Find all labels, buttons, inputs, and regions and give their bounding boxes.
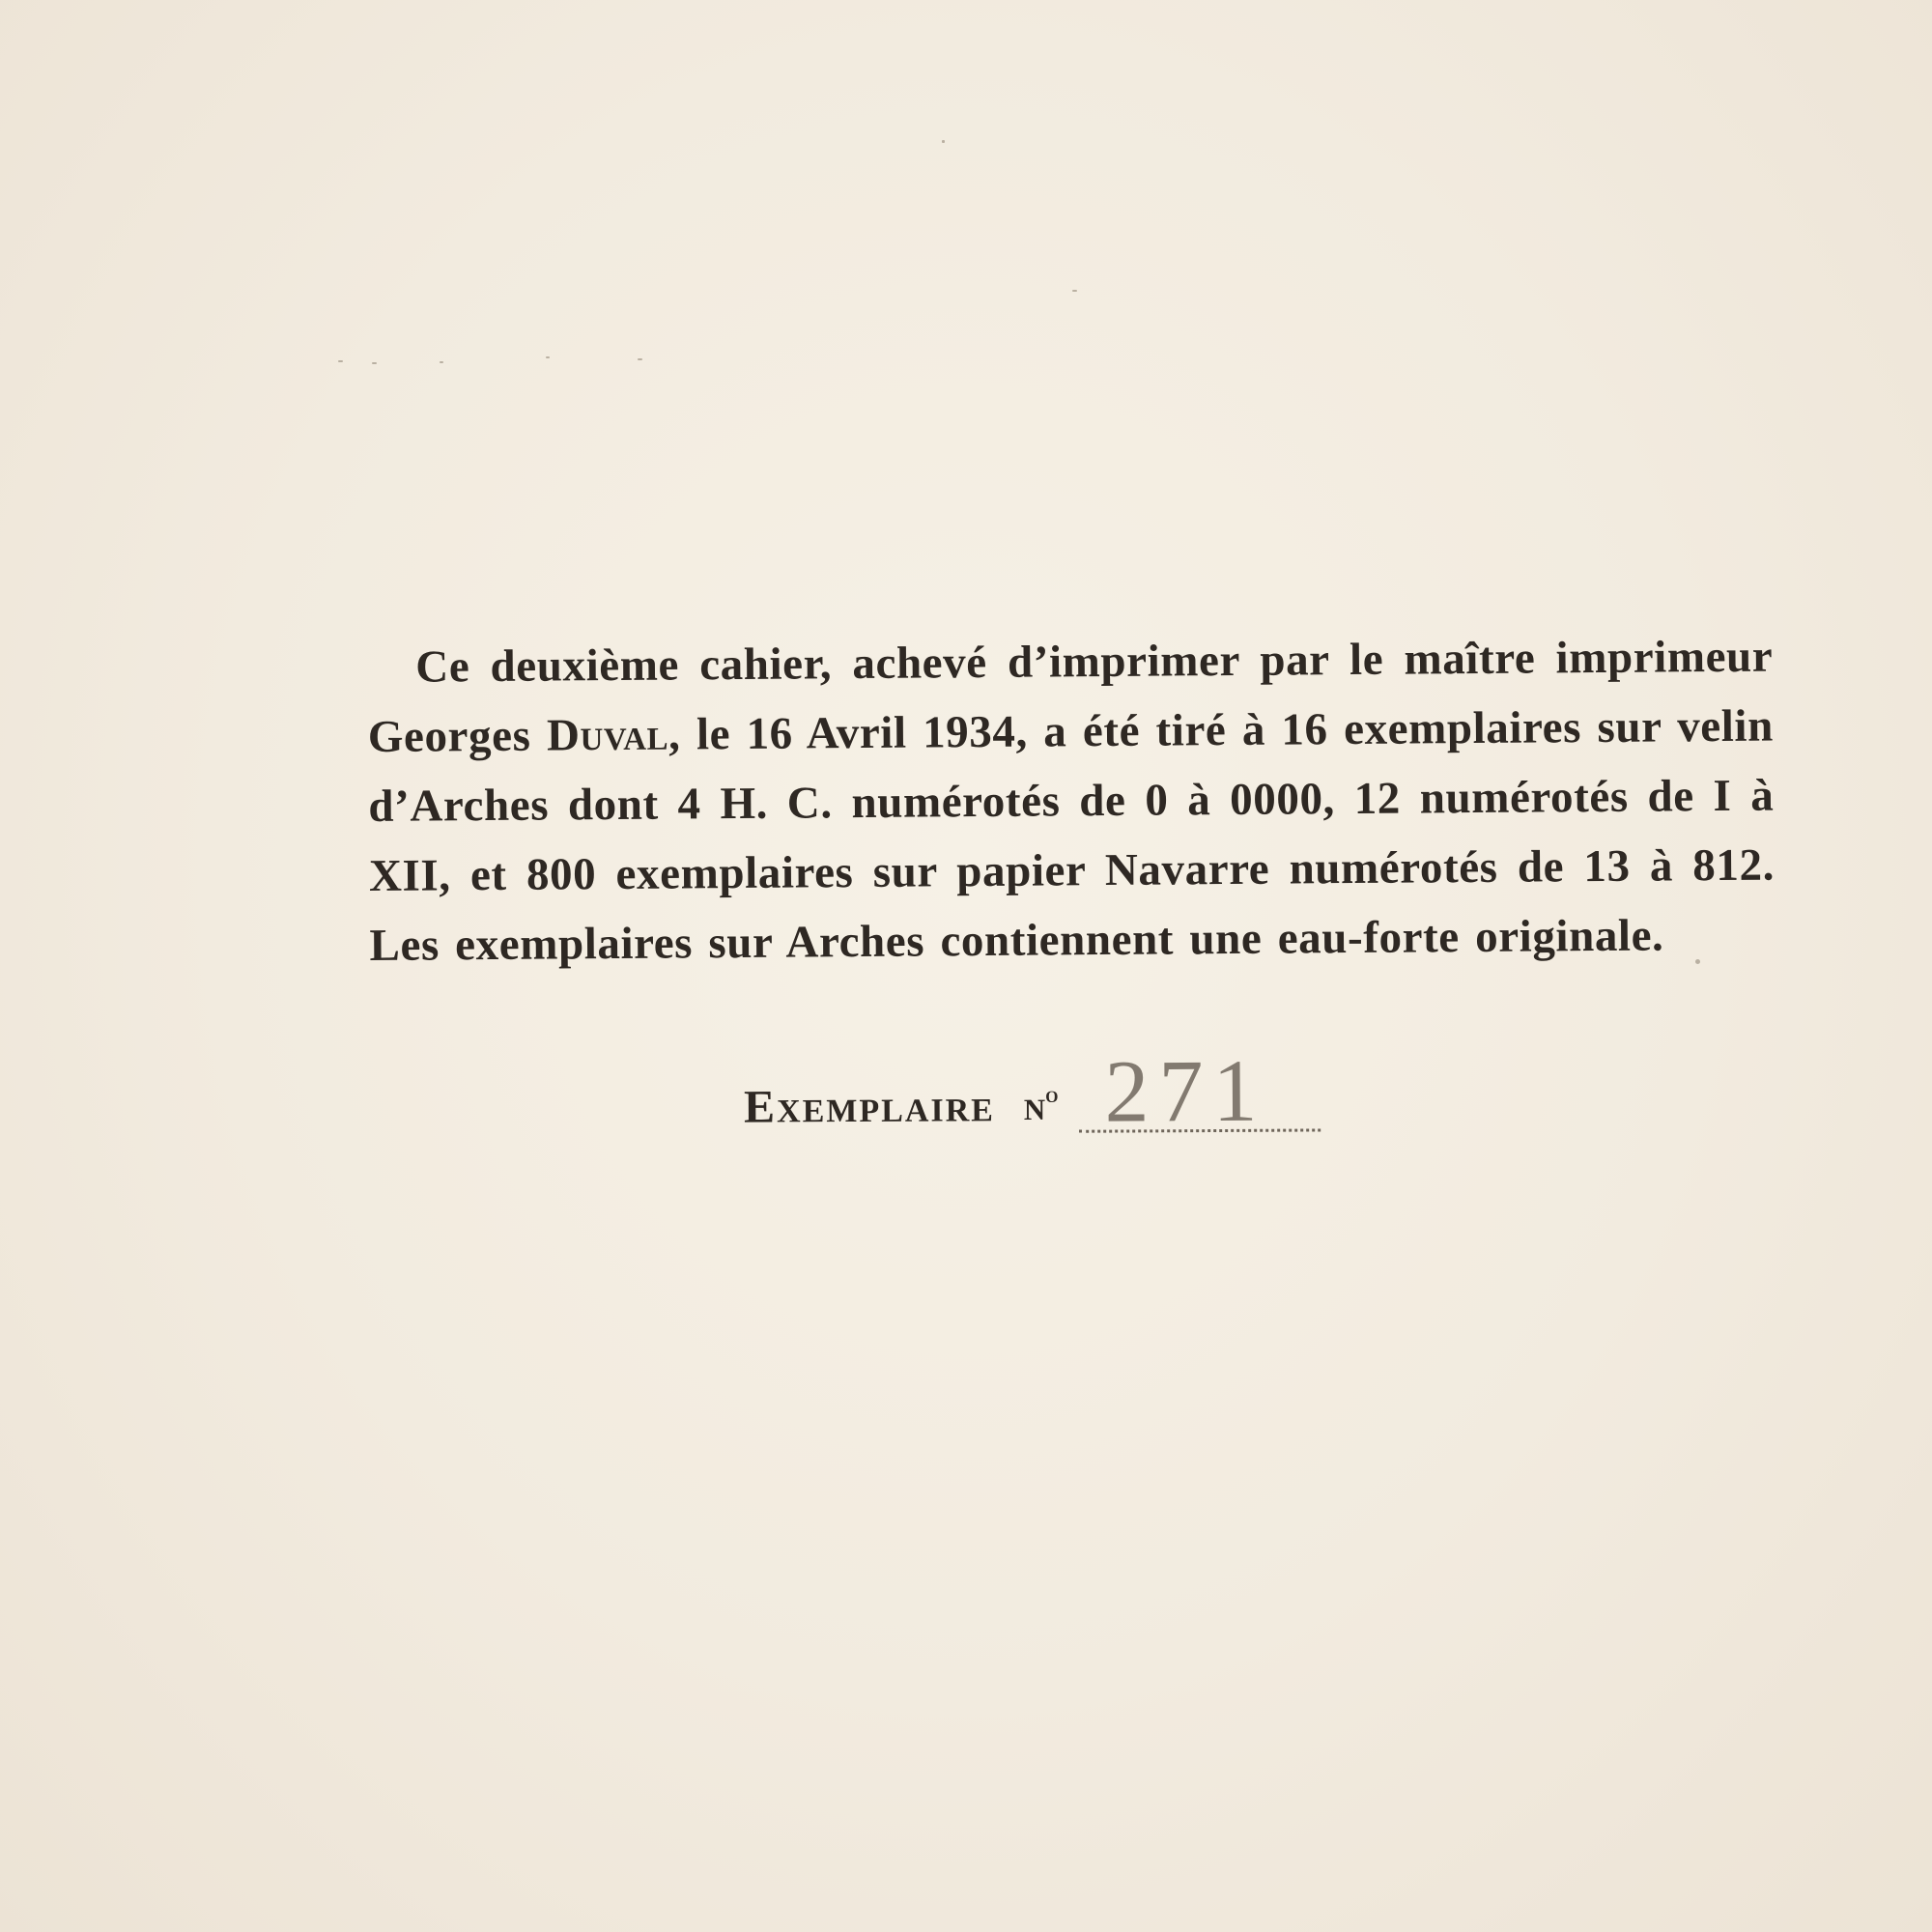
paper-speck: [338, 360, 343, 362]
numero-sign: [1024, 1068, 1059, 1133]
colophon-text-part1: Ce deuxième cahier, achevé d’imprimer par le maître imprimeur Georges: [367, 631, 1774, 762]
numero-letter: n: [1023, 1081, 1046, 1130]
copy-number-field: [1079, 1040, 1321, 1141]
paper-speck: [440, 361, 443, 363]
copy-number-label: Exemplaire: [743, 1080, 995, 1133]
paper-speck: [942, 140, 945, 143]
colophon-paragraph: [367, 622, 1776, 980]
paper-speck: [1072, 290, 1077, 292]
copy-number-value: 271: [1104, 1040, 1267, 1141]
copy-number-line: [743, 1040, 1321, 1141]
colophon-text: [367, 622, 1776, 980]
printer-surname: Duval: [546, 709, 669, 761]
paper-speck: [638, 358, 642, 360]
paper-speck: [546, 356, 550, 358]
numero-superscript: o: [1045, 1082, 1059, 1108]
paper-speck: [372, 362, 377, 364]
colophon-text-part2: , le 16 Avril 1934, a été tiré à 16 exemplaires sur velin d’Arches dont 4 H. C. numérotés de 0 à 0000, 12 numérotés de I à XII, et 800 exemplaires sur papier Navarre numérotés de 13 à 812. Les exemplaires sur Arches contiennent une eau-forte originale.: [368, 700, 1776, 971]
